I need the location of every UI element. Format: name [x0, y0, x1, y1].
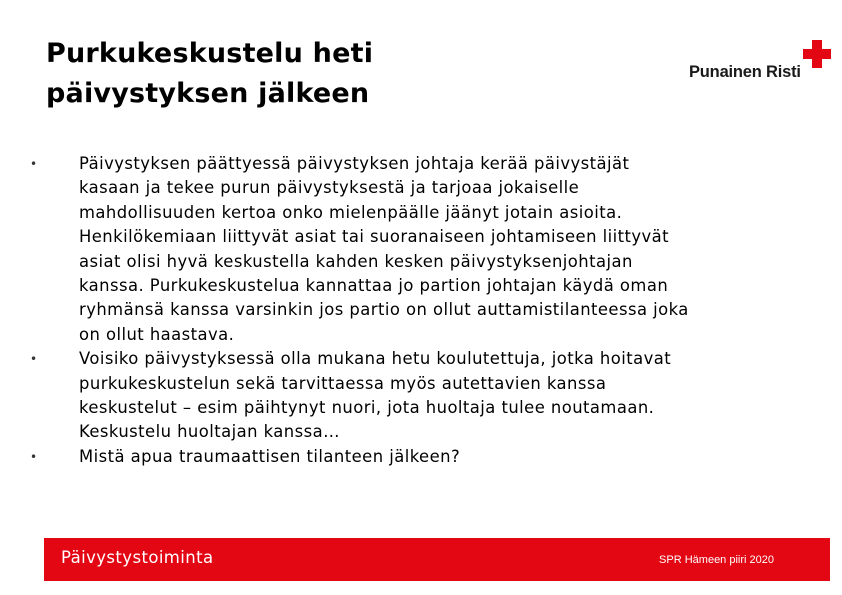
footer-bar: [44, 538, 830, 581]
bullet-item-3: [30, 445, 800, 469]
bullet-list: [30, 152, 800, 469]
punainen-risti-logo: [686, 40, 831, 90]
bullet-text-2: Voisiko päivystyksessä olla mukana hetu koulutettuja, jotka hoitavat purkukeskustelun sekä tarvittaessa myös autettavien kanssa keskustelut – esim päihtynyt nuori, jota huoltaja tulee noutamaan. Keskustelu huoltajan kanssa…: [79, 349, 672, 442]
footer-section-title: Päivystystoiminta: [61, 548, 214, 567]
bullet-item-1: [30, 152, 800, 347]
logo-text: Punainen Risti: [689, 63, 801, 81]
bullet-text-1: Päivystyksen päättyessä päivystyksen johtaja kerää päivystäjät kasaan ja tekee purun päivystyksestä ja tarjoaa jokaiselle mahdollisuuden kertoa onko mielenpäälle jäänyt jotain asioita. Henkilökemiaan liittyvät asiat tai suoranaiseen johtamiseen liittyvät asiat olisi hyvä keskustella kahden kesken päivystyksenjohtajan kanssa. Purkukeskustelua kannattaa jo partion johtajan käydä oman ryhmänsä kanssa varsinkin jos partio on ollut auttamistilanteessa joka on ollut haastava.: [79, 154, 689, 344]
slide-title-line-1: Purkukeskustelu heti: [46, 38, 374, 69]
bullet-item-2: [30, 347, 800, 445]
red-cross-icon: [803, 40, 831, 68]
slide-title-line-2: päivystyksen jälkeen: [46, 78, 370, 109]
bullet-text-3: Mistä apua traumaattisen tilanteen jälkeen?: [79, 446, 461, 466]
bullet-marker: •: [30, 157, 38, 171]
slide-title: [46, 34, 606, 114]
footer-organization: SPR Hämeen piiri 2020: [659, 554, 774, 566]
bullet-marker: •: [30, 449, 38, 464]
bullet-marker: •: [30, 352, 38, 367]
